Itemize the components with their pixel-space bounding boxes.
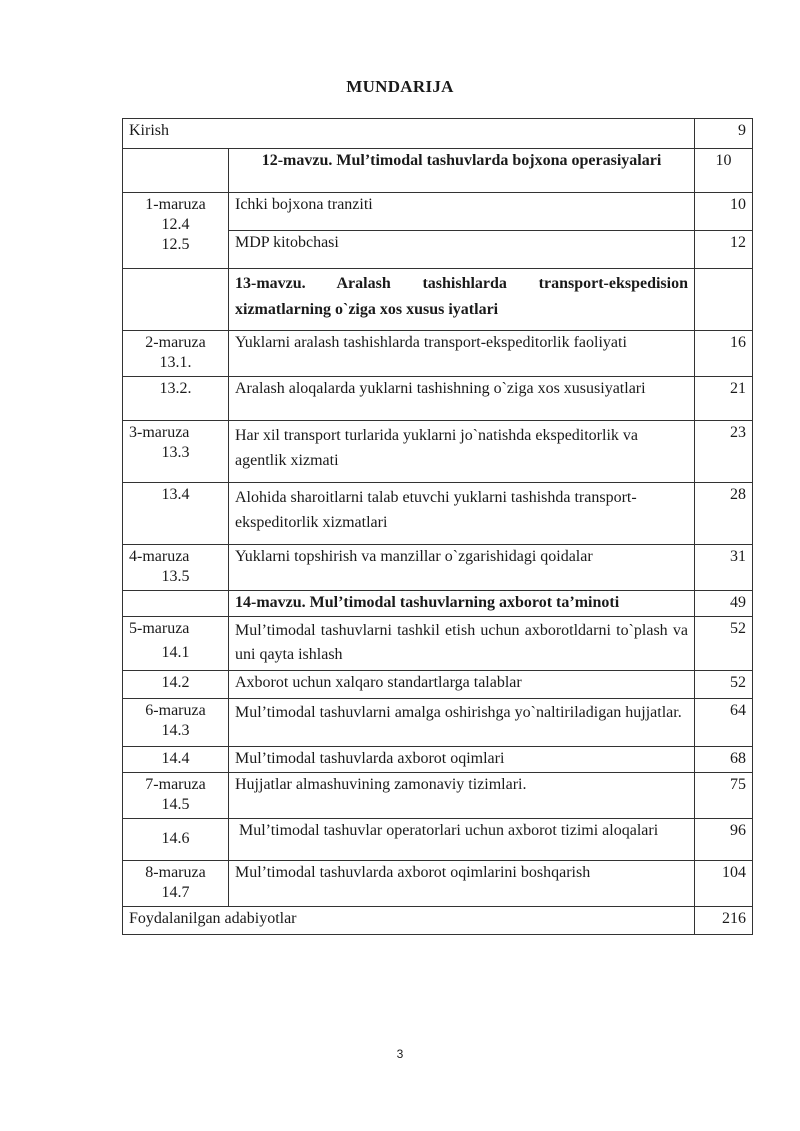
- toc-row: [123, 699, 753, 747]
- toc-entry-text: Hujjatlar almashuvining zamonaviy tizimlari.: [229, 773, 695, 819]
- toc-row: [123, 617, 753, 671]
- toc-bibliography-text: Foydalanilgan adabiyotlar: [123, 907, 695, 935]
- toc-entry-text: Ichki bojxona tranziti: [229, 193, 695, 231]
- section-number: 14.1: [161, 644, 190, 661]
- toc-entry-text: MDP kitobchasi: [229, 231, 695, 269]
- section-number: 13.2.: [159, 380, 192, 397]
- section-number: 14.3: [161, 722, 190, 739]
- toc-entry-page: 28: [695, 483, 753, 545]
- toc-row: [123, 861, 753, 907]
- toc-entry-page: 10: [695, 193, 753, 231]
- toc-topic-14-title: 14-mavzu. Mul’timodal tashuvlarning axborot ta’minoti: [229, 591, 695, 617]
- toc-lecture-cell: [123, 819, 229, 861]
- lecture-label: 3-maruza: [129, 424, 190, 441]
- toc-lecture-cell: [123, 773, 229, 819]
- toc-entry-page: 96: [695, 819, 753, 861]
- toc-topic-13-text: 13-mavzu. Aralash tashishlarda transport-ekspedision xizmatlarning o`ziga xos xusus iyatlari: [235, 275, 688, 318]
- toc-topic-12: [123, 149, 753, 193]
- toc-row: [123, 545, 753, 591]
- lecture-label: 1-maruza: [145, 196, 206, 213]
- toc-empty-cell: [123, 149, 229, 193]
- toc-topic-12-page: 10: [695, 149, 753, 193]
- toc-topic-13: [123, 269, 753, 331]
- page-number: 3: [396, 1047, 404, 1061]
- toc-row-intro: [123, 119, 753, 149]
- toc-entry-page: 104: [695, 861, 753, 907]
- toc-row: [123, 773, 753, 819]
- section-number: 13.5: [161, 568, 190, 585]
- section-number: 14.6: [161, 830, 190, 847]
- toc-lecture-cell: [123, 331, 229, 377]
- toc-row: [123, 819, 753, 861]
- toc-entry-text: Mul’timodal tashuvlarda axborot oqimlari: [229, 747, 695, 773]
- toc-empty-cell: [123, 591, 229, 617]
- section-number: 13.4: [161, 486, 190, 503]
- section-number: 13.1.: [159, 354, 192, 371]
- toc-entry-page: 52: [695, 671, 753, 699]
- toc-topic-14: [123, 591, 753, 617]
- toc-entry-text: Yuklarni aralash tashishlarda transport-ekspeditorlik faoliyati: [229, 331, 695, 377]
- toc-entry-text: Mul’timodal tashuvlarni amalga oshirishga yo`naltiriladigan hujjatlar.: [229, 699, 695, 747]
- toc-lecture-cell: [123, 377, 229, 421]
- lecture-label: 7-maruza: [145, 776, 206, 793]
- toc-entry-page: 16: [695, 331, 753, 377]
- section-number: 14.7: [161, 884, 190, 901]
- toc-entry-page: 52: [695, 617, 753, 671]
- toc-bibliography-page: 216: [695, 907, 753, 935]
- toc-row-intro-text: Kirish: [123, 119, 695, 149]
- toc-entry-page: 31: [695, 545, 753, 591]
- toc-row-bibliography: [123, 907, 753, 935]
- toc-entry-page: 75: [695, 773, 753, 819]
- toc-lecture-cell: [123, 483, 229, 545]
- toc-topic-12-title: 12-mavzu. Mul’timodal tashuvlarda bojxona operasiyalari: [229, 149, 695, 193]
- toc-entry-page: 68: [695, 747, 753, 773]
- toc-topic-14-page: 49: [695, 591, 753, 617]
- section-number: 14.2: [161, 674, 190, 691]
- toc-entry-page: 21: [695, 377, 753, 421]
- toc-title: MUNDARIJA: [346, 77, 454, 96]
- toc-entry-page: 23: [695, 421, 753, 483]
- toc-entry-page: 12: [695, 231, 753, 269]
- lecture-label: 8-maruza: [145, 864, 206, 881]
- section-number: 14.5: [161, 796, 190, 813]
- section-number: 12.4: [161, 216, 190, 233]
- toc-entry-text: Mul’timodal tashuvlar operatorlari uchun axborot tizimi aloqalari: [229, 819, 695, 861]
- toc-topic-13-title: [229, 269, 695, 331]
- toc-lecture-cell: [123, 617, 229, 671]
- section-number: 12.5: [161, 236, 190, 253]
- toc-entry-text: Alohida sharoitlarni talab etuvchi yuklarni tashishda transport-ekspeditorlik xizmatlari: [229, 483, 695, 545]
- toc-entry-text: Yuklarni topshirish va manzillar o`zgarishidagi qoidalar: [229, 545, 695, 591]
- toc-entry-text: Mul’timodal tashuvlarni tashkil etish uchun axborotldarni to`plash va uni qayta ishlash: [229, 617, 695, 671]
- toc-entry-text: Mul’timodal tashuvlarda axborot oqimlarini boshqarish: [229, 861, 695, 907]
- toc-row: [123, 331, 753, 377]
- toc-lecture-cell: [123, 699, 229, 747]
- toc-entry-text: Har xil transport turlarida yuklarni jo`natishda ekspeditorlik va agentlik xizmati: [229, 421, 695, 483]
- toc-lecture-cell: [123, 421, 229, 483]
- toc-topic-13-page: [695, 269, 753, 331]
- toc-entry-page: 64: [695, 699, 753, 747]
- toc-row: [123, 377, 753, 421]
- toc-row: [123, 483, 753, 545]
- toc-row: [123, 193, 753, 231]
- toc-row: [123, 421, 753, 483]
- toc-row: [123, 747, 753, 773]
- toc-table: [122, 118, 753, 935]
- toc-empty-cell: [123, 269, 229, 331]
- toc-lecture-cell: [123, 193, 229, 269]
- lecture-label: 5-maruza: [129, 620, 190, 637]
- toc-row: [123, 671, 753, 699]
- toc-lecture-cell: [123, 545, 229, 591]
- toc-entry-text: Axborot uchun xalqaro standartlarga talablar: [229, 671, 695, 699]
- toc-entry-text: Aralash aloqalarda yuklarni tashishning o`ziga xos xususiyatlari: [229, 377, 695, 421]
- toc-row-intro-page: 9: [695, 119, 753, 149]
- toc-lecture-cell: [123, 747, 229, 773]
- lecture-label: 6-maruza: [145, 702, 206, 719]
- lecture-label: 2-maruza: [145, 334, 206, 351]
- toc-lecture-cell: [123, 861, 229, 907]
- section-number: 13.3: [161, 444, 190, 461]
- toc-lecture-cell: [123, 671, 229, 699]
- lecture-label: 4-maruza: [129, 548, 190, 565]
- section-number: 14.4: [161, 750, 190, 767]
